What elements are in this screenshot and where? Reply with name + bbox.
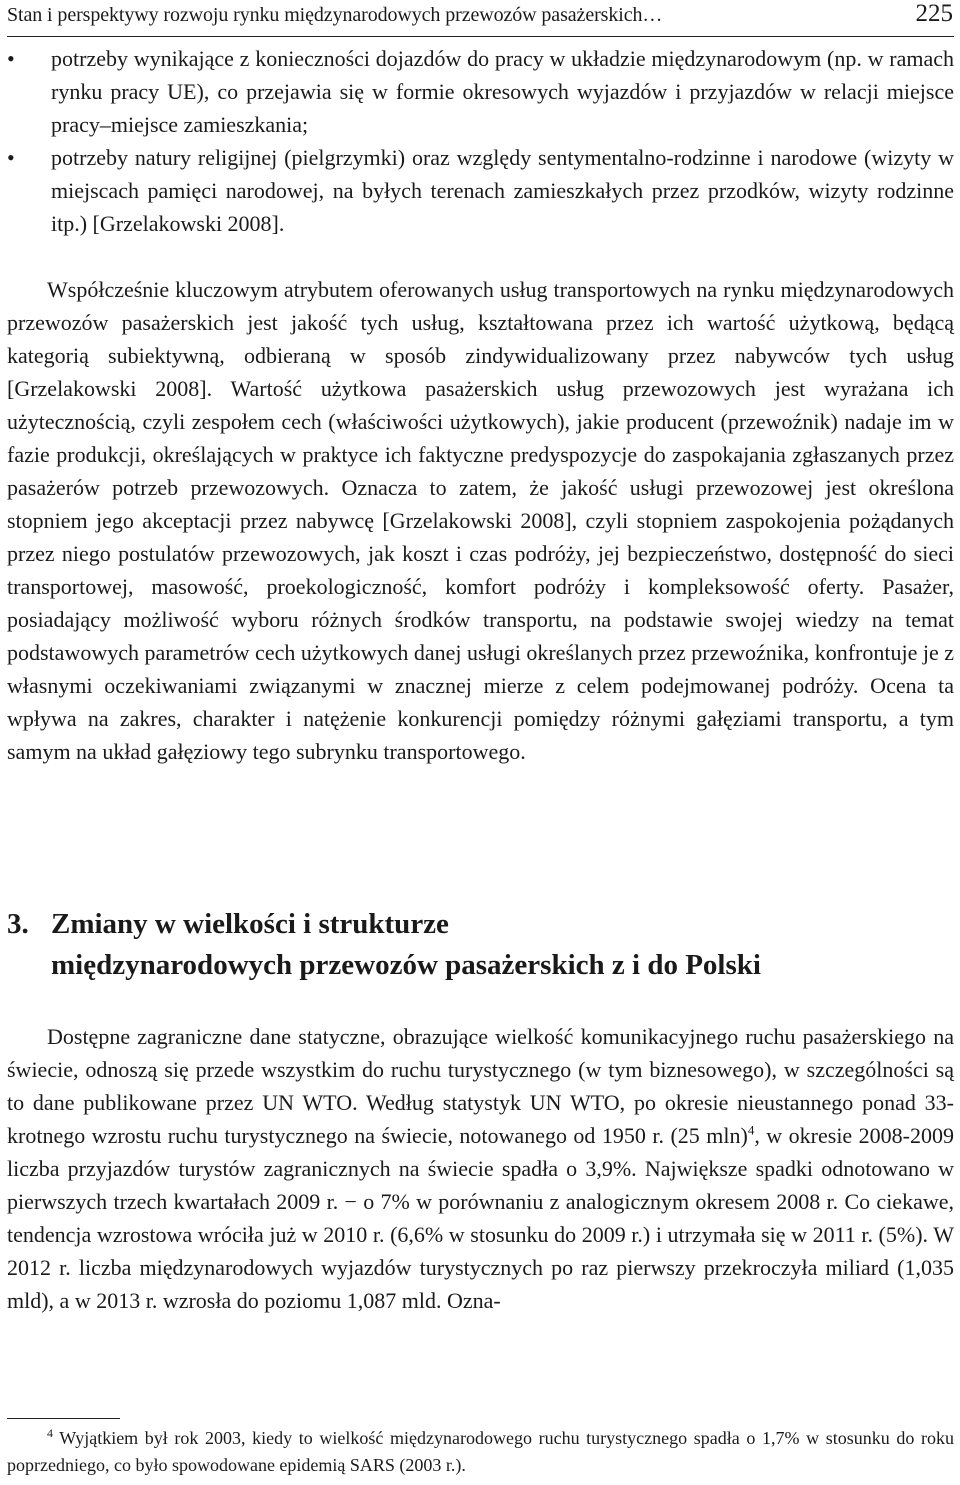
page-number: 225 [915,0,953,27]
bullet-text: potrzeby natury religijnej (pielgrzymki) oraz względy sentymentalno-rodzinne i narodowe (wizyty w miejscach pamięci narodowej, na byłych terenach zamieszkałych przez przodków, wizyty rodzinne itp.) [Grzelakowski 2008]. [51,145,954,236]
paragraph-text: , w okresie 2008-2009 liczba przyjazdów turystów zagranicznych na świecie spadła o 3,9%. Największe spadki odnotowano w pierwszych trzech kwartałach 2009 r. − o 7% w porównaniu z analogicznym okresem 2008 r. Co ciekawe, tendencja wzrostowa wróciła już w 2010 r. (6,6% w stosunku do 2009 r.) i utrzymała się w 2011 r. (5%). W 2012 r. liczba międzynarodowych wyjazdów turystycznych po raz pierwszy przekroczyła miliard (1,035 mld), a w 2013 r. wzrosła do poziomu 1,087 mld. Ozna- [7,1123,954,1313]
bullet-marker: • [7,46,15,71]
paragraph [7,1020,954,1317]
bullet-text: potrzeby wynikające z konieczności dojazdów do pracy w układzie międzynarodowym (np. w ramach rynku pracy UE), co przejawia się w formie okresowych wyjazdów i przyjazdów w relacji miejsce pracy–miejsce zamieszkania; [51,46,954,137]
bullet-item [7,141,954,240]
section-title-line: międzynarodowych przewozów pasażerskich z i do Polski [51,949,761,981]
running-title: Stan i perspektywy rozwoju rynku międzynarodowych przewozów pasażerskich… [7,4,663,26]
footnote-separator [7,1418,120,1419]
footnote-marker: 4 [47,1426,53,1440]
section-title-line: Zmiany w wielkości i strukturze [51,908,449,940]
bullet-item [7,42,954,141]
bullet-marker: • [7,145,15,170]
section-number: 3. [7,908,29,940]
running-header [7,2,954,37]
footnote-reference[interactable]: 4 [747,1122,755,1138]
paragraph: Współcześnie kluczowym atrybutem oferowanych usług transportowych na rynku międzynarodowych przewozów pasażerskich jest jakość tych usług, kształtowana przez ich wartość użytkową, będącą kategorią subiektywną, odbieraną w sposób zindywidualizowany przez nabywców tych usług [Grzelakowski 2008]. Wartość użytkowa pasażerskich usług przewozowych jest wyrażana ich użytecznością, czyli zespołem cech (właściwości użytkowych), jakie producent (przewoźnik) nadaje im w fazie produkcji, określających w praktyce ich faktyczne predyspozycje do zaspokajania zgłaszanych przez pasażerów potrzeb przewozowych. Oznacza to zatem, że jakość usługi przewozowej jest określona stopniem jego akceptacji przez nabywcę [Grzelakowski 2008], czyli stopniem zaspokojenia pożądanych przez niego postulatów przewozowych, jak koszt i czas podróży, jej bezpieczeństwo, dostępność do sieci transportowej, masowość, proekologiczność, komfort podróży i kompleksowość oferty. Pasażer, posiadający możliwość wyboru różnych środków transportu, na podstawie swojej wiedzy na temat podstawowych parametrów cech użytkowych danej usługi określanych przez przewoźnika, konfrontuje je z własnymi oczekiwaniami związanymi w znacznej mierze z celem podejmowanej podróży. Ocena ta wpływa na zakres, charakter i natężenie konkurencji pomiędzy różnymi gałęziami transportu, a tym samym na układ gałęziowy tego subrynku transportowego. [7,277,954,764]
document-page [7,0,954,1485]
section-body [7,1020,954,1317]
bullet-list [7,42,954,240]
footnote-text: Wyjątkiem był rok 2003, kiedy to wielkość międzynarodowego ruchu turystycznego spadła o 1,7% w stosunku do roku poprzedniego, co było spowodowane epidemią SARS (2003 r.). [7,1428,954,1475]
paragraph-text: Dostępne zagraniczne dane statyczne, obrazujące wielkość komunikacyjnego ruchu pasażerskiego na świecie, odnoszą się przede wszystkim do ruchu turystycznego (w tym biznesowego), w szczególności są to dane publikowane przez UN WTO. Według statystyk UN WTO, po okresie nieustannego ponad 33-krotnego wzrostu ruchu turystycznego na świecie, notowanego od 1950 r. (25 mln) [7,1024,954,1148]
body-text [7,273,954,768]
footnote [7,1425,954,1479]
